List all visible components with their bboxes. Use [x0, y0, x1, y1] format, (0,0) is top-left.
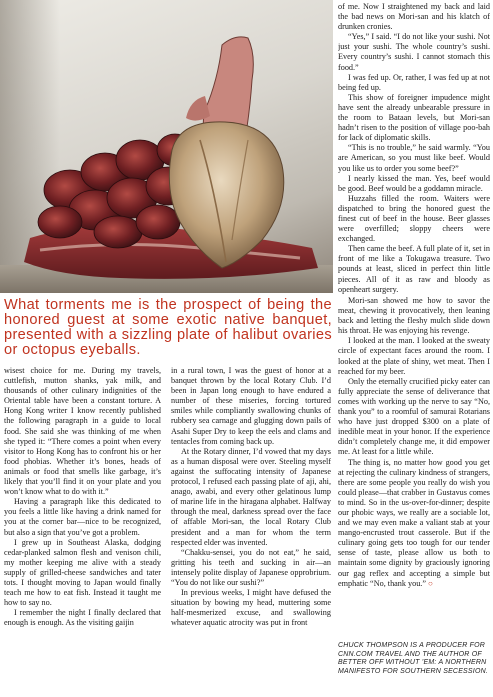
paragraph: Having a paragraph like this dedicated to you feels a little like having a drink named for you at the corner bar—nice to be recognized, but also a sign that you’ve got a problem. — [4, 497, 161, 537]
paragraph: Then came the beef. A full plate of it, set in front of me like a Tokugawa treasure. Two pounds at least, sliced in perfect thin little pieces. All of it as raw and bloody as openheart surgery. — [338, 244, 490, 294]
article-column-left — [4, 366, 161, 697]
paragraph: “This is no trouble,” he said warmly. “You are American, so you must like beef. Would you like us to order you some beef?” — [338, 143, 490, 173]
paragraph: In previous weeks, I might have defused the situation by bowing my head, muttering some half-mesmerized excuse, and swallowing whatever aquatic atrocity was put in front — [171, 588, 331, 628]
paragraph: wisest choice for me. During my travels, cuttlefish, mutton shanks, yak milk, and thousands of other culinary indignities of the Oriental table have been a constant torture. A Hong Kong writer I know recently published the following paragraph in a guide to local food. She said she was thinking of me when she typed it: “There comes a point when every visitor to Hong Kong has to confront his or her food phobias. Whether it’s bones, heads of animals or food that smells like garbage, it’s likely that you’ll find it on your plate and you won’t know what to do with it.” — [4, 366, 161, 497]
article-column-middle — [171, 366, 331, 697]
meat-illustration — [0, 0, 333, 293]
paragraph: I nearly kissed the man. Yes, beef would be good. Beef would be a goddamn miracle. — [338, 173, 490, 193]
paragraph: This show of foreigner impudence might have sent the already unbearable pressure in the room to Bataan levels, but Mori-san hadn’t risen to the position of village poo-bah for lack of diplomatic skills. — [338, 92, 490, 143]
end-mark-icon: ○ — [428, 578, 433, 588]
paragraph: I remember the night I finally declared that enough is enough. As the visiting gaijin — [4, 608, 161, 628]
paragraph: in a rural town, I was the guest of honor at a banquet thrown by the local Rotary Club. I’d been in Japan long enough to have endured a number of these miseries, forcing tortured smiles while compliantly swallowing chunks of rubbery sea carnage and glugging down pails of Asahi Super Dry to keep the eels and clams and tentacles from coming back up. — [171, 366, 331, 446]
paragraph: Only the eternally crucified picky eater can fully appreciate the sense of deliverance that comes with working up the nerve to say “No, thank you” to a roomful of samurai Rotarians who have just dropped $300 on a plate of inedible meat in your honor. If the experience didn’t completely change me, it did empower me. At least for a little while. — [338, 376, 490, 457]
article-column-right-top — [338, 2, 490, 294]
heart-on-meat-photo — [0, 0, 333, 293]
paragraph: “Yes,” I said. “I do not like your sushi. Not just your sushi. The whole country’s sushi. Every country’s sushi. I cannot stomach this food.” — [338, 32, 490, 72]
paragraph: Mori-san showed me how to savor the meat, chewing it provocatively, then leaning back and letting the fleshy mulch slide down his throat. He was enjoying his revenge. — [338, 296, 490, 336]
paragraph: I was fed up. Or, rather, I was fed up at not being fed up. — [338, 72, 490, 92]
pull-quote: What torments me is the prospect of being the honored guest at some exotic native banquet, presented with a sizzling plate of halibut ovaries or octopus eyeballs. — [4, 297, 332, 358]
paragraph: “Chakku-sensei, you do not eat,” he said, gritting his teeth and sucking in air—an intensely polite display of Japanese opprobrium. “You do not like our sushi?” — [171, 547, 331, 587]
paragraph: Huzzahs filled the room. Waiters were dispatched to bring the honored guest the finest cut of beef in the house. Beer glasses were overfilled; sloppy cheers were exchanged. — [338, 193, 490, 244]
paragraph — [338, 458, 490, 589]
paragraph: I looked at the man. I looked at the sweaty circle of expectant faces around the room. I looked at the plate of shiny, wet meat. Then I reached for my beer. — [338, 336, 490, 376]
author-bio: CHUCK THOMPSON IS A PRODUCER FOR CNN.COM TRAVEL AND THE AUTHOR OF BETTER OFF WITHOUT ’EM: A NORTHERN MANIFESTO FOR SOUTHERN SECESSION. — [338, 642, 488, 675]
paragraph: of me. Now I straightened my back and laid the bad news on Mori-san and his klatch of drunken cronies. — [338, 2, 490, 32]
paragraph-text: The thing is, no matter how good you get at rejecting the culinary kindness of strangers, there are some people you really do wish you could please—that crabber in Gustavus comes to mind. So in the us-over-for-dinner; despite our phobic ways, we really are a sociable lot, and we may even make a valiant stab at your mango-encrusted trout casserole. But if the culinary going gets too tough for our tender sense of taste, please allow us both to maintain some dignity by graciously ignoring our gag reflex and accepting a simple but emphatic “No, thank you.” — [338, 457, 490, 588]
article-column-right-bottom — [338, 296, 490, 676]
paragraph: At the Rotary dinner, I’d vowed that my days as a human disposal were over. Steeling myself against the suffocating intensity of Japanese protocol, I refused each passing plate of aji, ahi, anago, awabi, and every other gelatinous lump of marine life in the hiragana alphabet. Halfway through the meal, darkness spread over the face of affable Mori-san, the local Rotary Club president and a man for whom the term respected elder was invented. — [171, 446, 331, 547]
paragraph: I grew up in Southeast Alaska, dodging cedar-planked salmon flesh and venison chili, my mother keeping me alive with a steady supply of grilled-cheese sandwiches and tater tots. I thought moving to Japan would finally teach me how to eat fish. Instead it taught me how to say no. — [4, 537, 161, 608]
